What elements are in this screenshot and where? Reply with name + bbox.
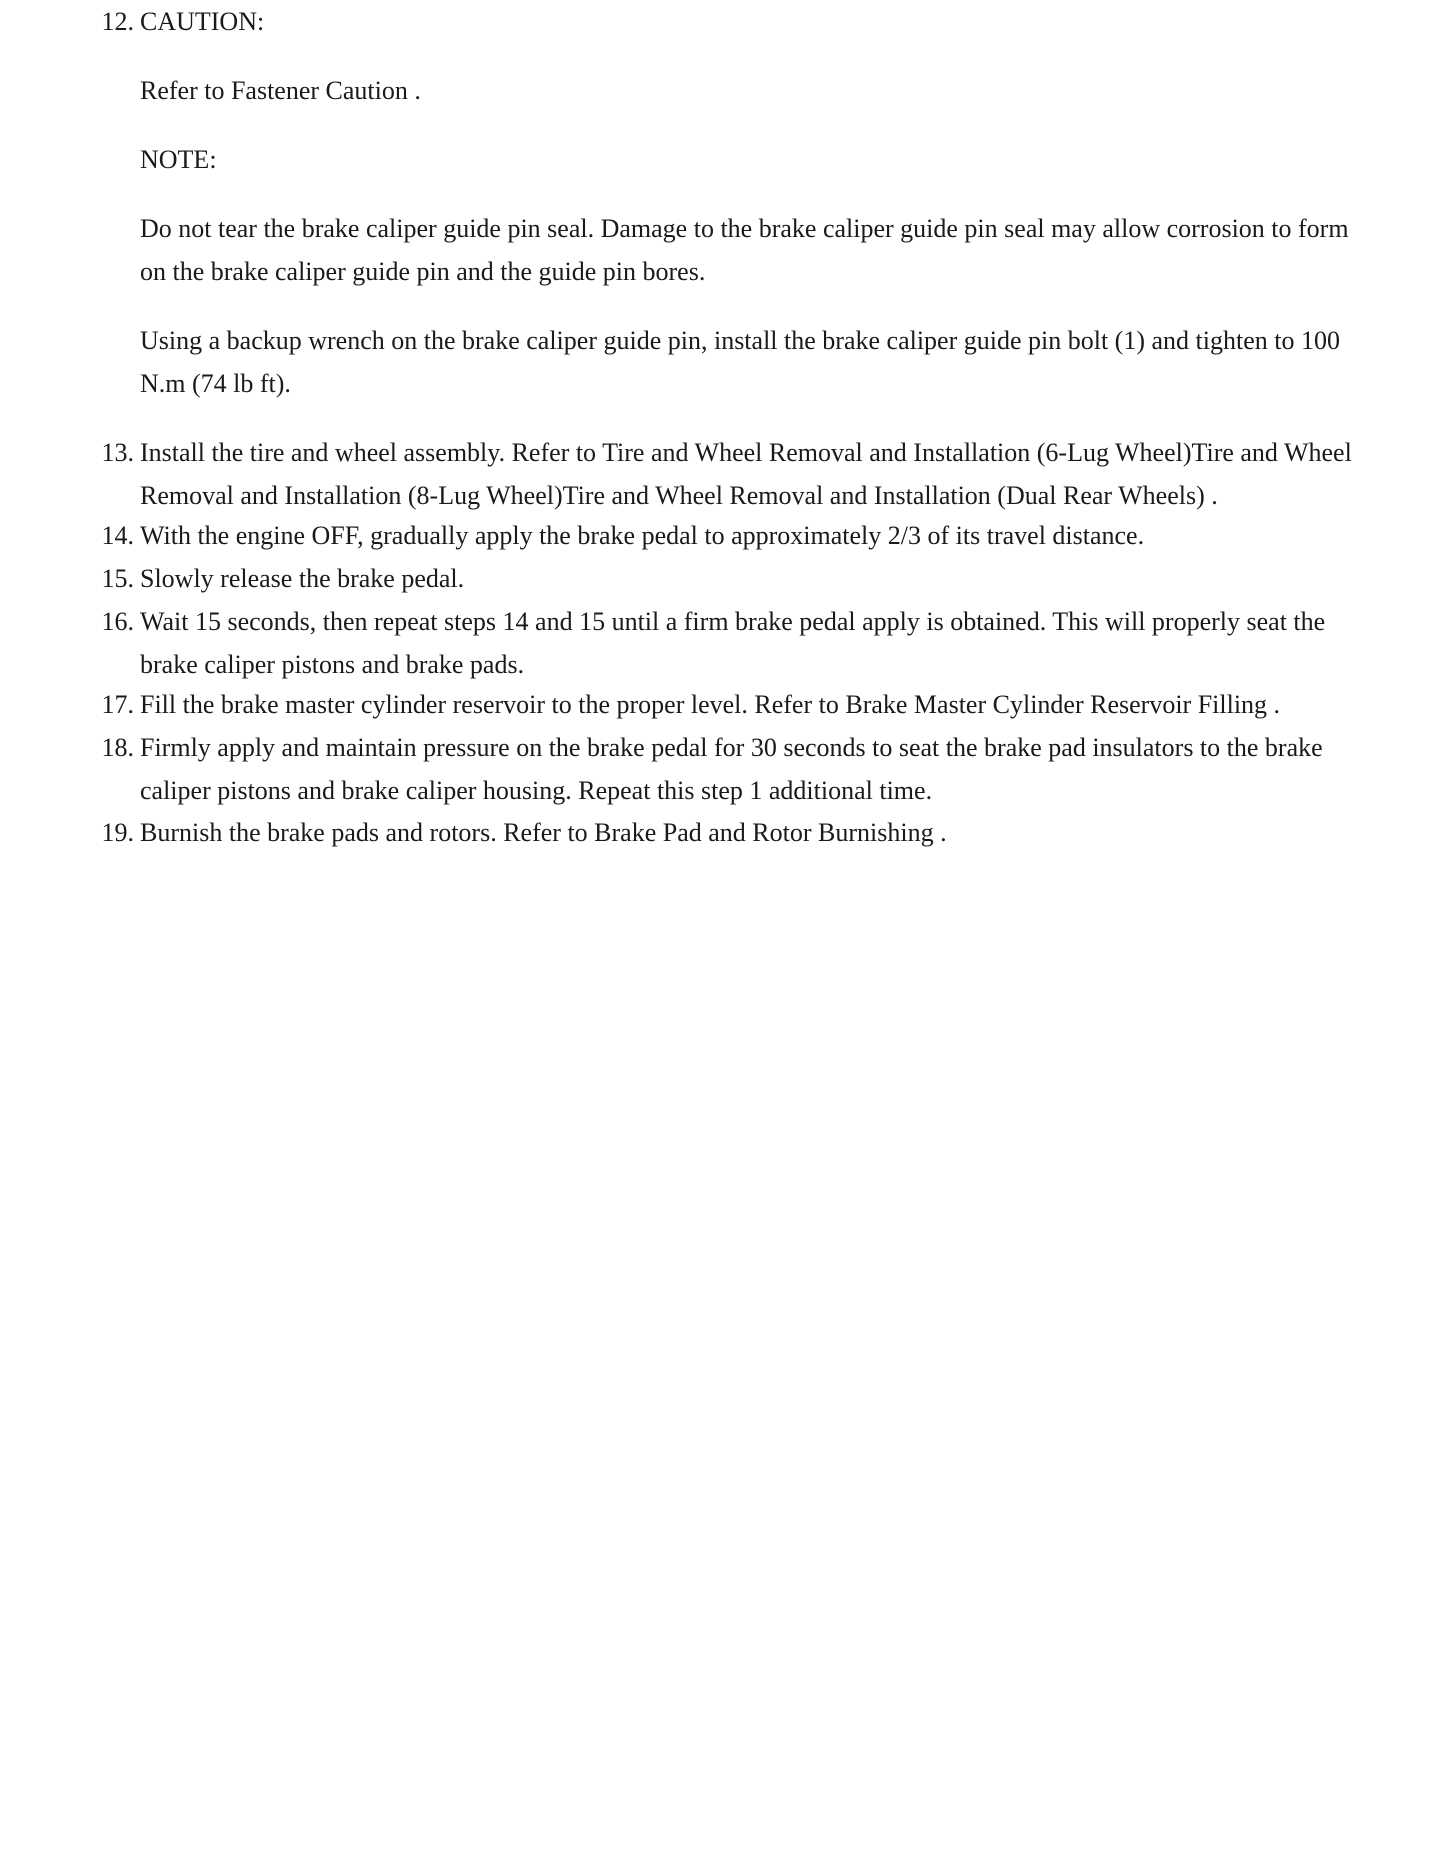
step-text: Install the tire and wheel assembly. Refer to Tire and Wheel Removal and Installation (6-Lug Wheel)Tire and Wheel Removal and Installation (8-Lug Wheel)Tire and Wheel Removal and Installation (Dual Rear Wheels) . (140, 438, 1352, 510)
note-text: Do not tear the brake caliper guide pin seal. Damage to the brake caliper guide pin seal may allow corrosion to form on the brake caliper guide pin and the guide pin bores. (140, 214, 1349, 286)
step-number: 12. (101, 7, 134, 36)
step-text: Fill the brake master cylinder reservoir to the proper level. Refer to Brake Master Cylinder Reservoir Filling . (140, 690, 1281, 719)
caution-heading: CAUTION: (140, 7, 265, 36)
note-label: NOTE: (140, 145, 217, 174)
step-number: 15. (101, 564, 134, 593)
caution-text: Refer to Fastener Caution . (140, 76, 421, 105)
step-number: 18. (101, 733, 134, 762)
step-instruction: Using a backup wrench on the brake caliper guide pin, install the brake caliper guide pin bolt (1) and tighten to 100 N.m (74 lb ft). (140, 326, 1340, 398)
step-text: Slowly release the brake pedal. (140, 564, 465, 593)
step-text: Wait 15 seconds, then repeat steps 14 and 15 until a firm brake pedal apply is obtained. This will properly seat the brake caliper pistons and brake pads. (140, 607, 1326, 679)
step-number: 16. (101, 607, 134, 636)
step-number: 19. (101, 818, 134, 847)
step-number: 13. (101, 438, 134, 467)
step-text: With the engine OFF, gradually apply the brake pedal to approximately 2/3 of its travel distance. (140, 521, 1145, 550)
step-number: 14. (101, 521, 134, 550)
step-text: Burnish the brake pads and rotors. Refer to Brake Pad and Rotor Burnishing . (140, 818, 947, 847)
step-number: 17. (101, 690, 134, 719)
step-text: Firmly apply and maintain pressure on the brake pedal for 30 seconds to seat the brake pad insulators to the brake caliper pistons and brake caliper housing. Repeat this step 1 additional time. (140, 733, 1323, 805)
